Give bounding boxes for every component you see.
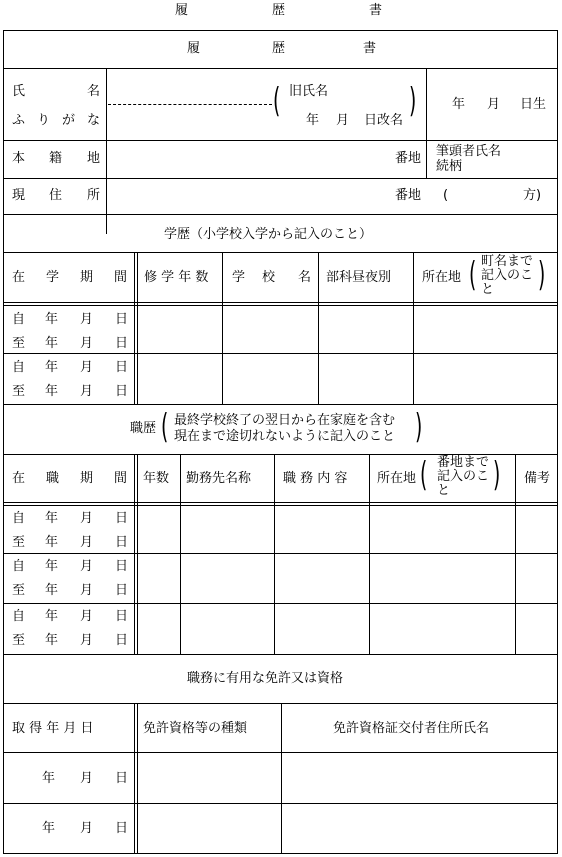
license-issuer-cell[interactable] — [283, 805, 556, 852]
car-from-label: 自 — [12, 609, 26, 624]
address-label-3: 所 — [87, 188, 101, 203]
name-dashed-line — [108, 104, 272, 105]
car-from-day: 日 — [115, 609, 129, 624]
address-banchi: 番地 — [395, 188, 422, 203]
car-location-note-2: 記入のこ — [437, 469, 490, 484]
car-location-cell[interactable] — [371, 555, 514, 601]
license-day: 日 — [115, 771, 129, 786]
birth-date-field[interactable] — [430, 72, 555, 136]
car-from-month: 月 — [80, 559, 94, 574]
car-to-year: 年 — [45, 583, 59, 598]
rename-year: 年 — [306, 113, 320, 128]
career-note-2: 現在まで途切れないように記入のこと — [174, 429, 396, 444]
car-location-note-3: と — [437, 483, 451, 498]
edu-period-2: 学 — [46, 270, 60, 285]
old-name-paren-close: ) — [408, 81, 417, 121]
edu-from-label: 自 — [12, 312, 26, 327]
car-to-month: 月 — [80, 633, 94, 648]
car-location-note-1: 番地まで — [437, 455, 490, 470]
honseki-label-1: 本 — [12, 151, 26, 166]
car-to-month: 月 — [80, 583, 94, 598]
name-field[interactable] — [108, 106, 273, 136]
career-note-1: 最終学校終了の翌日から在家庭を含む — [174, 413, 396, 428]
edu-location-cell[interactable] — [415, 355, 556, 402]
car-duties-cell[interactable] — [276, 555, 368, 601]
car-from-month: 月 — [80, 609, 94, 624]
edu-dept-cell[interactable] — [320, 307, 412, 352]
edu-to-label: 至 — [12, 384, 26, 399]
title-char-3: 書 — [369, 3, 383, 18]
car-employer-cell[interactable] — [182, 605, 273, 653]
car-duties-header: 職 務 内 容 — [283, 471, 348, 486]
title-char-2: 歴 — [272, 3, 286, 18]
edu-location-paren-open: ( — [468, 255, 477, 295]
license-type-cell[interactable] — [139, 754, 280, 802]
furigana-label-1: ふ — [12, 113, 26, 128]
car-employer-cell[interactable] — [182, 555, 273, 601]
furigana-label-4: な — [87, 113, 101, 128]
car-to-year: 年 — [45, 535, 59, 550]
edu-location-header: 所在地 — [422, 270, 462, 285]
honseki-label-3: 地 — [87, 151, 101, 166]
heading-char-2: 歴 — [272, 41, 286, 56]
car-location-cell[interactable] — [371, 507, 514, 552]
car-from-year: 年 — [45, 609, 59, 624]
car-location-paren-open: ( — [419, 455, 428, 495]
birth-day: 日生 — [520, 97, 547, 112]
birth-year: 年 — [452, 97, 466, 112]
address-paren-close: 方) — [523, 188, 542, 203]
edu-dept-header: 部科昼夜別 — [326, 270, 392, 285]
license-year: 年 — [42, 771, 56, 786]
license-month: 月 — [80, 821, 94, 836]
license-type-header: 免許資格等の種類 — [143, 721, 248, 736]
edu-dept-cell[interactable] — [320, 355, 412, 402]
car-years-header: 年数 — [143, 471, 170, 486]
car-period-2: 職 — [46, 471, 60, 486]
car-period-1: 在 — [12, 471, 26, 486]
car-to-year: 年 — [45, 633, 59, 648]
edu-location-cell[interactable] — [415, 307, 556, 352]
career-title: 職歴 — [130, 421, 157, 436]
honseki-banchi: 番地 — [395, 151, 422, 166]
license-issuer-cell[interactable] — [283, 754, 556, 802]
edu-location-note-2: 記入のこ — [481, 268, 534, 283]
edu-school-3: 名 — [298, 270, 312, 285]
address-label-1: 現 — [12, 188, 26, 203]
car-to-day: 日 — [115, 633, 129, 648]
car-from-label: 自 — [12, 559, 26, 574]
car-period-3: 期 — [80, 471, 94, 486]
heading-char-3: 書 — [363, 41, 377, 56]
car-notes-cell[interactable] — [517, 605, 556, 653]
license-month: 月 — [80, 771, 94, 786]
edu-school-2: 校 — [262, 270, 276, 285]
old-name-label: 旧氏名 — [289, 84, 329, 99]
furigana-label-3: が — [62, 113, 76, 128]
license-year: 年 — [42, 821, 56, 836]
title-char-1: 履 — [175, 3, 189, 18]
address-paren-open: ( — [443, 188, 449, 203]
license-day: 日 — [115, 821, 129, 836]
license-date-header: 取 得 年 月 日 — [12, 721, 94, 736]
head-name-label: 筆頭者氏名 — [436, 144, 502, 159]
edu-location-paren-close: ) — [537, 255, 546, 295]
edu-from-month: 月 — [80, 360, 94, 375]
edu-to-year: 年 — [45, 336, 59, 351]
car-from-label: 自 — [12, 511, 26, 526]
license-title: 職務に有用な免許又は資格 — [187, 671, 344, 686]
car-employer-header: 勤務先名称 — [186, 471, 252, 486]
car-to-label: 至 — [12, 535, 26, 550]
edu-to-month: 月 — [80, 336, 94, 351]
career-paren-close: ) — [414, 407, 423, 447]
car-notes-header: 備考 — [524, 471, 551, 486]
car-location-paren-close: ) — [492, 455, 501, 495]
car-years-cell[interactable] — [139, 507, 179, 552]
relation-label: 続柄 — [436, 159, 463, 174]
car-from-month: 月 — [80, 511, 94, 526]
edu-location-note-3: と — [481, 282, 495, 297]
edu-from-day: 日 — [115, 360, 129, 375]
edu-from-day: 日 — [115, 312, 129, 327]
edu-school-cell[interactable] — [224, 355, 317, 402]
edu-to-day: 日 — [115, 384, 129, 399]
car-from-year: 年 — [45, 559, 59, 574]
car-employer-cell[interactable] — [182, 507, 273, 552]
car-notes-cell[interactable] — [517, 555, 556, 601]
car-to-day: 日 — [115, 583, 129, 598]
edu-from-label: 自 — [12, 360, 26, 375]
furigana-field[interactable] — [108, 72, 273, 102]
edu-from-year: 年 — [45, 312, 59, 327]
car-notes-cell[interactable] — [517, 507, 556, 552]
car-to-day: 日 — [115, 535, 129, 550]
license-issuer-header: 免許資格証交付者住所氏名 — [333, 721, 490, 736]
furigana-label-2: り — [37, 113, 51, 128]
edu-school-1: 学 — [232, 270, 246, 285]
edu-period-3: 期 — [80, 270, 94, 285]
edu-to-month: 月 — [80, 384, 94, 399]
edu-to-year: 年 — [45, 384, 59, 399]
edu-location-note-1: 町名まで — [481, 254, 534, 269]
address-field[interactable] — [108, 180, 390, 212]
birth-month: 月 — [487, 97, 501, 112]
career-paren-open: ( — [160, 407, 169, 447]
edu-from-year: 年 — [45, 360, 59, 375]
car-from-year: 年 — [45, 511, 59, 526]
edu-period-4: 間 — [114, 270, 128, 285]
car-location-cell[interactable] — [371, 605, 514, 653]
rename-month: 月 — [336, 113, 350, 128]
car-location-header: 所在地 — [377, 471, 417, 486]
car-from-day: 日 — [115, 511, 129, 526]
car-period-4: 間 — [114, 471, 128, 486]
edu-period-1: 在 — [12, 270, 26, 285]
honseki-field[interactable] — [108, 142, 393, 176]
car-from-day: 日 — [115, 559, 129, 574]
heading-char-1: 履 — [187, 41, 201, 56]
edu-to-day: 日 — [115, 336, 129, 351]
car-years-cell[interactable] — [139, 555, 179, 601]
car-years-cell[interactable] — [139, 605, 179, 653]
name-label-1: 氏 — [12, 84, 26, 99]
car-duties-cell[interactable] — [276, 507, 368, 552]
car-to-label: 至 — [12, 633, 26, 648]
rename-day: 日改名 — [364, 113, 404, 128]
edu-from-month: 月 — [80, 312, 94, 327]
car-to-label: 至 — [12, 583, 26, 598]
edu-years-cell[interactable] — [139, 307, 221, 352]
education-title: 学歴（小学校入学から記入のこと） — [164, 227, 373, 242]
old-name-paren-open: ( — [272, 81, 281, 121]
car-to-month: 月 — [80, 535, 94, 550]
edu-years-header: 修 学 年 数 — [144, 270, 209, 285]
edu-years-cell[interactable] — [139, 355, 221, 402]
license-type-cell[interactable] — [139, 805, 280, 852]
edu-to-label: 至 — [12, 336, 26, 351]
car-duties-cell[interactable] — [276, 605, 368, 653]
name-label-2: 名 — [87, 84, 101, 99]
address-label-2: 住 — [49, 188, 63, 203]
honseki-label-2: 籍 — [49, 151, 63, 166]
edu-school-cell[interactable] — [224, 307, 317, 352]
